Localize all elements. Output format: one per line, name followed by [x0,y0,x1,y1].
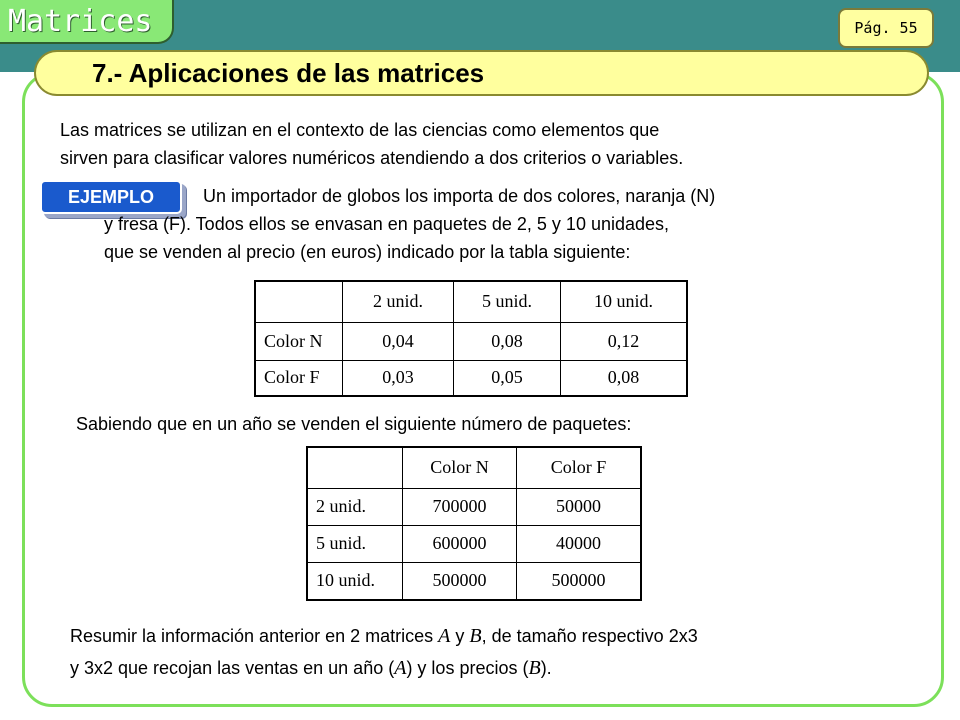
sales-table [306,446,642,601]
table-header-cell: 10 unid. [561,281,688,322]
table-row [307,562,641,600]
row-label-cell: Color N [255,322,343,360]
row-label-cell: 5 unid. [307,525,403,562]
table-row [307,447,641,488]
table-header-cell: Color F [517,447,642,488]
task-text: ) y los precios ( [406,658,529,678]
price-table [254,280,688,397]
page-number: Pág. 55 [838,8,934,48]
table-cell: 0,08 [454,322,561,360]
intro-paragraph [60,116,683,172]
example-line-3: que se venden al precio (en euros) indicado por la tabla siguiente: [104,242,631,262]
table-header-cell: 2 unid. [343,281,454,322]
intro-line-1: Las matrices se utilizan en el contexto de las ciencias como elementos que [60,120,660,140]
table-cell: 600000 [403,525,517,562]
table-cell [307,447,403,488]
matrix-a-symbol: A [394,657,407,679]
table-cell [255,281,343,322]
intro-line-2: sirven para clasificar valores numéricos atendiendo a dos criterios o variables. [60,148,684,168]
task-text: ). [540,658,552,678]
table-cell: 0,04 [343,322,454,360]
table-cell: 500000 [517,562,642,600]
table-header-cell: 5 unid. [454,281,561,322]
table-row [307,525,641,562]
page-title: 7.- Aplicaciones de las matrices [34,50,929,96]
sales-intro: Sabiendo que en un año se venden el siguiente número de paquetes: [76,414,632,434]
table-row [255,281,687,322]
task-text: Resumir la información anterior en 2 matrices [70,626,439,646]
example-line-2: y fresa (F). Todos ellos se envasan en paquetes de 2, 5 y 10 unidades, [104,214,670,234]
row-label-cell: 2 unid. [307,488,403,525]
table-row [255,360,687,396]
table-row [255,322,687,360]
table-cell: 40000 [517,525,642,562]
example-badge: EJEMPLO [40,180,182,214]
task-text: y 3x2 que recojan las ventas en un año ( [70,658,395,678]
section-badge: Matrices [0,0,174,44]
table-header-cell: Color N [403,447,517,488]
task-text: , de tamaño respectivo 2x3 [481,626,698,646]
table-row [307,488,641,525]
table-cell: 0,08 [561,360,688,396]
table-cell: 0,12 [561,322,688,360]
table-cell: 500000 [403,562,517,600]
table-cell: 700000 [403,488,517,525]
task-paragraph [70,620,698,684]
matrix-a-symbol: A [438,625,451,647]
row-label-cell: 10 unid. [307,562,403,600]
row-label-cell: Color F [255,360,343,396]
matrix-b-symbol: B [469,625,482,647]
task-text: y [450,626,470,646]
example-line-1: Un importador de globos los importa de dos colores, naranja (N) [203,186,716,206]
matrix-b-symbol: B [528,657,541,679]
table-cell: 50000 [517,488,642,525]
table-cell: 0,05 [454,360,561,396]
table-cell: 0,03 [343,360,454,396]
